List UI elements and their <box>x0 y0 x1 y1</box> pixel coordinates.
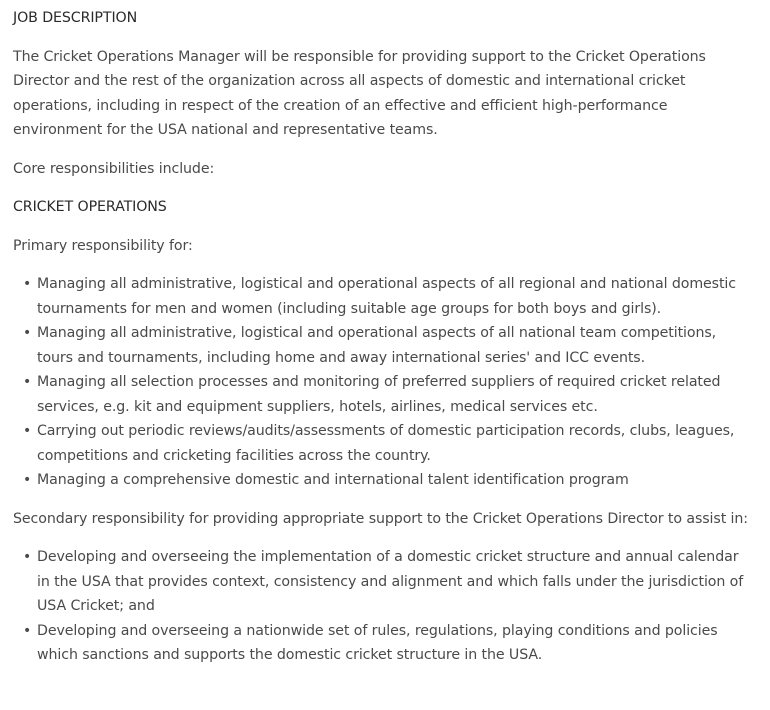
primary-responsibility-label: Primary responsibility for: <box>13 237 193 254</box>
bullet-icon: • <box>23 325 32 341</box>
list-item <box>13 468 750 493</box>
list-item-text: Managing all administrative, logistical and operational aspects of all national team competitions, tours and tournaments, including home and away international series' and ICC events. <box>37 325 717 366</box>
list-item <box>13 419 750 468</box>
primary-responsibility-list <box>13 272 750 493</box>
bullet-icon: • <box>23 622 32 639</box>
list-item-text: Developing and overseeing a nationwide set of rules, regulations, playing conditions and policies which sanctions and supports the domestic cricket structure in the USA. <box>37 622 718 663</box>
list-item <box>13 370 750 419</box>
secondary-responsibility-list <box>13 545 750 668</box>
list-item <box>13 321 750 370</box>
bullet-icon: • <box>23 472 32 488</box>
list-item-text: Developing and overseeing the implementation of a domestic cricket structure and annual calendar in the USA that provides context, consistency and alignment and which falls under the jurisdiction of USA Cricket; and <box>37 549 744 614</box>
intro-paragraph: The Cricket Operations Manager will be responsible for providing support to the Cricket Operations Director and the rest of the organization across all aspects of domestic and international cricket operations, including in respect of the creation of an effective and efficient high-performance environment for the USA national and representative teams. <box>13 48 706 138</box>
list-item <box>13 272 750 321</box>
section-heading-cricket-operations: CRICKET OPERATIONS <box>13 199 167 215</box>
bullet-icon: • <box>23 374 32 390</box>
list-item-text: Managing all administrative, logistical and operational aspects of all regional and national domestic tournaments for men and women (including suitable age groups for both boys and girls). <box>37 276 736 317</box>
list-item-text: Managing a comprehensive domestic and international talent identification program <box>37 472 629 488</box>
secondary-responsibility-label: Secondary responsibility for providing appropriate support to the Cricket Operations Director to assist in: <box>13 510 748 527</box>
core-responsibilities-label: Core responsibilities include: <box>13 160 215 177</box>
bullet-icon: • <box>23 549 32 565</box>
bullet-icon: • <box>23 276 32 292</box>
list-item-text: Carrying out periodic reviews/audits/assessments of domestic participation records, clubs, leagues, competitions and cricketing facilities across the country. <box>37 423 735 464</box>
page-title: JOB DESCRIPTION <box>13 10 138 26</box>
list-item-text: Managing all selection processes and monitoring of preferred suppliers of required cricket related services, e.g. kit and equipment suppliers, hotels, airlines, medical services etc. <box>37 374 721 415</box>
list-item <box>13 619 750 668</box>
list-item <box>13 545 750 619</box>
bullet-icon: • <box>23 423 32 439</box>
